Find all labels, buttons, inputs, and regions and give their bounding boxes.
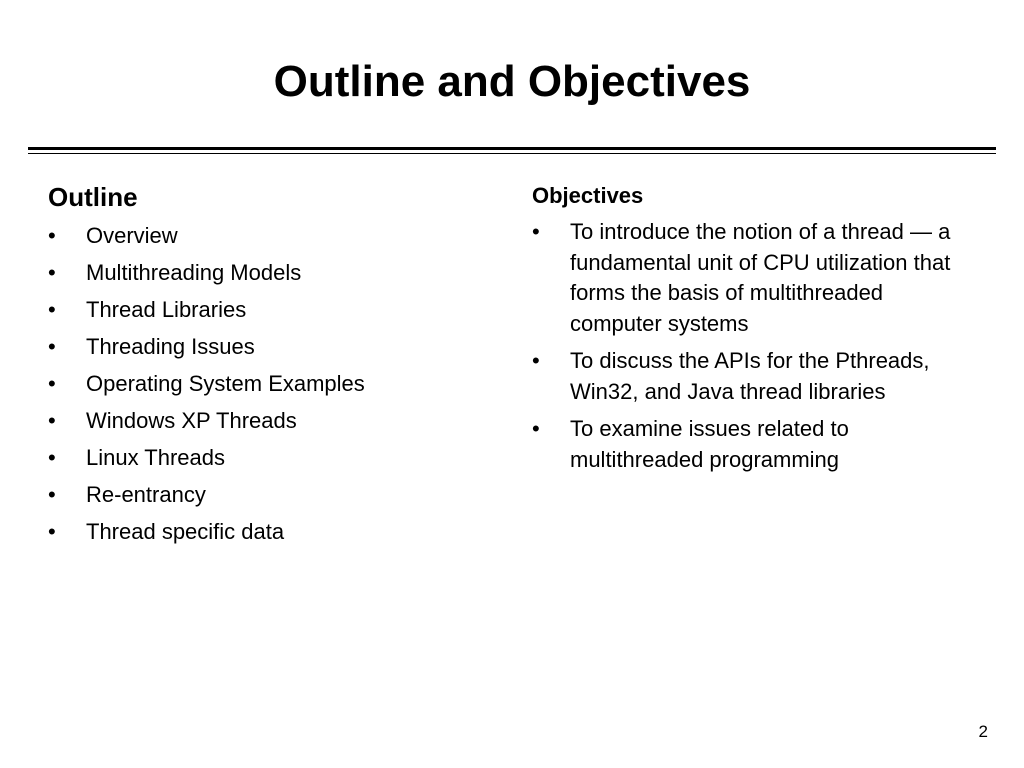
objective-item-text: To discuss the APIs for the Pthreads, Win32, and Java thread libraries — [570, 348, 930, 404]
outline-item — [48, 295, 468, 325]
objective-item-text: To examine issues related to multithreaded programming — [570, 416, 849, 472]
outline-item — [48, 221, 468, 251]
outline-item-text: Operating System Examples — [86, 371, 365, 396]
outline-item — [48, 480, 468, 510]
outline-item-text: Thread Libraries — [86, 297, 247, 322]
outline-item — [48, 406, 468, 436]
outline-item — [48, 258, 468, 288]
outline-item — [48, 369, 468, 399]
bullet-icon: • — [48, 223, 56, 248]
bullet-icon: • — [532, 348, 540, 373]
outline-heading: Outline — [48, 182, 138, 212]
bullet-icon: • — [48, 297, 56, 322]
objective-item — [532, 346, 972, 407]
title-divider-thin — [28, 153, 996, 154]
bullet-icon: • — [48, 445, 56, 470]
page-number: 2 — [978, 722, 988, 741]
outline-column — [48, 180, 468, 547]
outline-item-text: Threading Issues — [86, 334, 255, 359]
bullet-icon: • — [48, 334, 56, 359]
title-divider-thick — [28, 147, 996, 150]
bullet-icon: • — [48, 260, 56, 285]
outline-item — [48, 517, 468, 547]
objective-item — [532, 414, 972, 475]
outline-item-text: Thread specific data — [86, 519, 285, 544]
objective-item-text: To introduce the notion of a thread — a fundamental unit of CPU utilization that forms the basis of multithreaded computer systems — [570, 219, 951, 336]
bullet-icon: • — [48, 371, 56, 396]
outline-item-text: Windows XP Threads — [86, 408, 297, 433]
bullet-icon: • — [48, 519, 56, 544]
objectives-column — [532, 180, 972, 475]
outline-item-text: Linux Threads — [86, 445, 226, 470]
outline-item-text: Multithreading Models — [86, 260, 302, 285]
objectives-list — [532, 217, 972, 475]
outline-list — [48, 221, 468, 547]
objective-item — [532, 217, 972, 339]
outline-item-text: Overview — [86, 223, 178, 248]
objectives-heading: Objectives — [532, 183, 644, 208]
outline-item-text: Re-entrancy — [86, 482, 206, 507]
bullet-icon: • — [532, 416, 540, 441]
slide-title: Outline and Objectives — [273, 57, 751, 106]
bullet-icon: • — [48, 408, 56, 433]
bullet-icon: • — [48, 482, 56, 507]
outline-item — [48, 332, 468, 362]
bullet-icon: • — [532, 219, 540, 244]
outline-item — [48, 443, 468, 473]
